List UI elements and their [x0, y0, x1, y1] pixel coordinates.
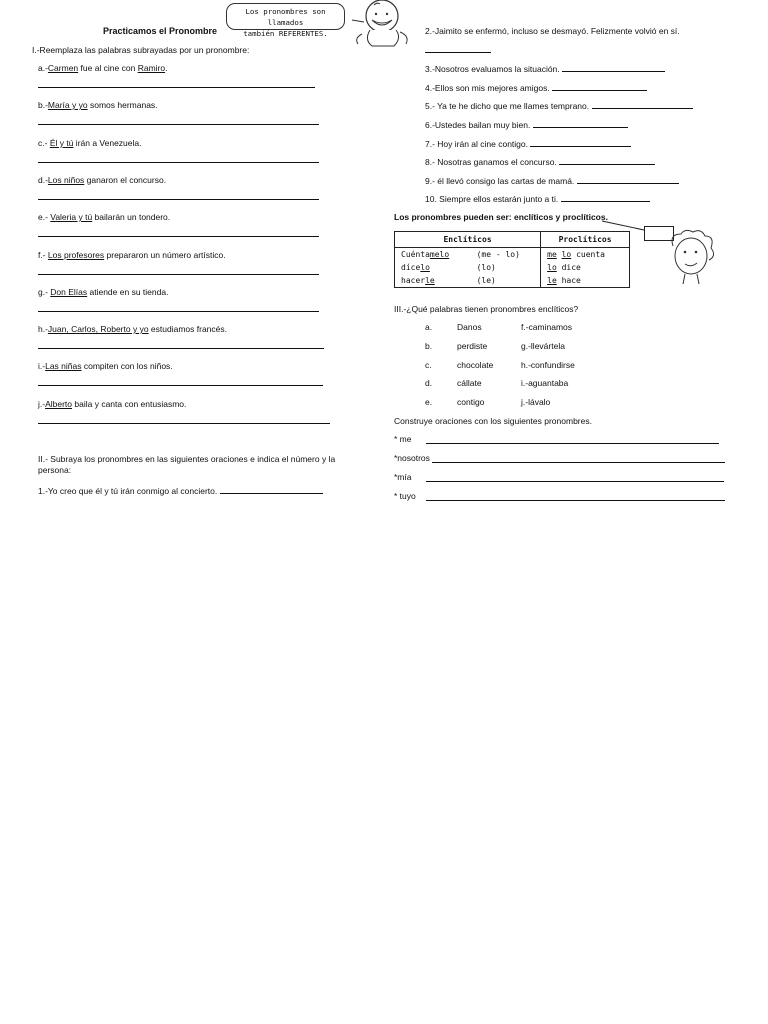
section-3-letter: b.: [425, 341, 433, 351]
proclitic-phrase: [541, 248, 630, 262]
section-2-item-text: 5.- Ya te he dicho que me llames temprano.: [425, 101, 590, 111]
answer-blank[interactable]: [533, 119, 628, 128]
section-2-item: [425, 119, 628, 130]
item-prefix: i.-: [38, 361, 46, 371]
section-4-instruction: Construye oraciones con los siguientes pronombres.: [394, 416, 592, 426]
proclitic-verb: dice: [561, 263, 581, 272]
section-2-item-text: 6.-Ustedes bailan muy bien.: [425, 120, 531, 130]
section-1-instruction: I.-Reemplaza las palabras subrayadas por un pronombre:: [32, 45, 250, 55]
section-2-instruction-line-1: II.- Subraya los pronombres en las siguientes oraciones e indica el número y la: [38, 454, 336, 464]
answer-blank[interactable]: [562, 63, 665, 72]
section-2-item-text: 7.- Hoy irán al cine contigo.: [425, 139, 528, 149]
item-prefix: e.-: [38, 212, 51, 222]
section-2-item-text: 3.-Nosotros evaluamos la situación.: [425, 64, 560, 74]
underlined-words: Don Elías: [50, 287, 88, 297]
item-text: fue al cine con: [78, 63, 138, 73]
answer-blank[interactable]: [220, 485, 323, 494]
pronoun-types-heading: Los pronombres pueden ser: enclíticos y proclíticos.: [394, 212, 608, 222]
enclitic-pronoun: melo: [429, 250, 450, 259]
answer-blank[interactable]: [38, 124, 319, 125]
answer-blank[interactable]: [38, 87, 315, 88]
section-1-item: [38, 175, 166, 185]
underlined-words: Las niñas: [45, 361, 82, 371]
section-3-word[interactable]: contigo: [457, 397, 485, 407]
item-text: bailarán un tondero.: [92, 212, 171, 222]
enclitic-base: díce: [401, 263, 421, 272]
page-title: Practicamos el Pronombre: [103, 26, 218, 36]
section-2-item-text: 8.- Nosotras ganamos el concurso.: [425, 157, 557, 167]
underlined-words: Los profesores: [47, 250, 105, 260]
section-1-item: [38, 100, 158, 110]
cartoon-child-illustration: [344, 0, 424, 50]
underlined-words: Carmen: [47, 63, 79, 73]
section-3-word-right[interactable]: j.-lávalo: [521, 397, 551, 407]
enclitic-pronoun: lo: [420, 263, 430, 272]
section-3-word-right[interactable]: g.-llevártela: [521, 341, 565, 351]
answer-blank[interactable]: [552, 82, 647, 91]
answer-blank[interactable]: [38, 274, 319, 275]
underlined-words: Él y tú: [49, 138, 74, 148]
section-3-letter: d.: [425, 378, 433, 388]
answer-blank[interactable]: [38, 423, 330, 424]
section-2-item-text: 1.-Yo creo que él y tú irán conmigo al concierto.: [38, 486, 218, 496]
proclitic-verb: cuenta: [576, 250, 605, 259]
section-1-item: [38, 361, 173, 371]
section-2-item: [425, 193, 650, 204]
section-3-word[interactable]: perdiste: [457, 341, 488, 351]
enclitic-word: [395, 248, 471, 262]
item-prefix: d.-: [38, 175, 48, 185]
item-prefix: g.-: [38, 287, 51, 297]
callout-pointer: [600, 218, 646, 232]
answer-blank[interactable]: [38, 311, 319, 312]
item-text: ganaron el concurso.: [84, 175, 167, 185]
enclitic-word: [395, 261, 471, 274]
section-4-pronoun: *mía: [394, 472, 412, 482]
answer-blank[interactable]: [38, 236, 319, 237]
item-text: irán a Venezuela.: [73, 138, 142, 148]
answer-blank[interactable]: [559, 156, 655, 165]
answer-blank[interactable]: [561, 193, 650, 202]
section-2-item-1: [38, 485, 323, 496]
enclitic-base: Cuénta: [401, 250, 430, 259]
answer-blank[interactable]: [432, 462, 725, 463]
section-2-item: [425, 100, 693, 111]
section-3-letter: c.: [425, 360, 432, 370]
answer-blank[interactable]: [38, 385, 323, 386]
section-4-pronoun: *nosotros: [394, 453, 430, 463]
proclitic-phrase: [541, 274, 630, 288]
section-3-letter: a.: [425, 322, 433, 332]
section-2-item-text: 9.- él llevó consigo las cartas de mamá.: [425, 176, 575, 186]
section-2-item: [425, 82, 647, 93]
table-row: [395, 248, 630, 262]
section-2-instruction-line-2: persona:: [38, 465, 72, 475]
item-text: prepararon un número artístico.: [104, 250, 226, 260]
item-prefix: b.-: [38, 100, 48, 110]
enclitic-note: (me - lo): [476, 250, 520, 259]
underlined-words: Juan, Carlos, Roberto y yo: [47, 324, 149, 334]
proclitic-verb: hace: [561, 276, 581, 285]
answer-blank[interactable]: [38, 162, 319, 163]
underlined-words: Valeria y tú: [50, 212, 93, 222]
underlined-words: María y yo: [47, 100, 88, 110]
item-prefix: j.-: [38, 399, 46, 409]
table-row: [395, 274, 630, 288]
answer-blank[interactable]: [426, 481, 724, 482]
answer-blank[interactable]: [530, 138, 631, 147]
section-2-item: [425, 156, 655, 167]
item-text: atiende en su tienda.: [87, 287, 169, 297]
section-2-item-2: 2.-Jaimito se enfermó, incluso se desmayó. Felizmente volvió en sí.: [425, 26, 680, 36]
section-2-item-text: 4.-Ellos son mis mejores amigos.: [425, 83, 550, 93]
proclitic-phrase: [541, 261, 630, 274]
underlined-words: Ramiro: [137, 63, 166, 73]
section-4-pronoun: * me: [394, 434, 412, 444]
item-text: baila y canta con entusiasmo.: [72, 399, 187, 409]
answer-blank[interactable]: [426, 500, 725, 501]
bubble-line-1: Los pronombres son llamados: [245, 7, 326, 27]
section-4-pronoun: * tuyo: [394, 491, 416, 501]
table-header-procliticos: Proclíticos: [541, 232, 630, 248]
cartoon-boy-illustration: [665, 228, 721, 288]
proclitic-pronoun: me: [547, 250, 557, 259]
section-3-word[interactable]: Danos: [457, 322, 482, 332]
pronoun-types-table: [394, 231, 630, 288]
answer-blank[interactable]: [592, 100, 693, 109]
table-row: [395, 261, 630, 274]
item-prefix: c.-: [38, 138, 50, 148]
table-header-encliticos: Enclíticos: [395, 232, 541, 248]
section-1-item: [38, 399, 186, 409]
item-prefix: a.-: [38, 63, 48, 73]
item-text: estudiamos francés.: [148, 324, 227, 334]
underlined-words: Los niños: [47, 175, 85, 185]
item-prefix: h.-: [38, 324, 48, 334]
item-prefix: f.-: [38, 250, 48, 260]
section-2-item-text: 10. Siempre ellos estarán junto a ti.: [425, 194, 559, 204]
section-1-item: [38, 212, 170, 222]
section-2-item: [425, 175, 679, 186]
speech-bubble: [226, 3, 345, 38]
section-3-word[interactable]: cállate: [457, 378, 482, 388]
enclitic-pronoun: le: [425, 276, 435, 285]
section-1-item: [38, 250, 226, 260]
answer-blank[interactable]: [577, 175, 679, 184]
enclitic-base: hacer: [401, 276, 426, 285]
item-text: compiten con los niños.: [81, 361, 173, 371]
answer-blank[interactable]: [426, 443, 719, 444]
answer-blank[interactable]: [425, 52, 491, 53]
section-1-item: [38, 63, 167, 73]
section-1-item: [38, 287, 168, 297]
section-3-question: III.-¿Qué palabras tienen pronombres enclíticos?: [394, 304, 579, 314]
section-3-word-right[interactable]: h.-confundirse: [521, 360, 575, 370]
section-1-item: [38, 138, 142, 148]
section-3-letter: e.: [425, 397, 433, 407]
answer-blank[interactable]: [38, 199, 319, 200]
enclitic-word: [395, 274, 471, 288]
proclitic-pronoun: lo: [561, 250, 572, 259]
proclitic-pronoun: le: [547, 276, 557, 285]
section-1-item: [38, 324, 227, 334]
section-3-word-right[interactable]: i.-aguantaba: [521, 378, 569, 388]
section-3-word[interactable]: chocolate: [457, 360, 494, 370]
proclitic-pronoun: lo: [547, 263, 557, 272]
enclitic-note: (lo): [476, 263, 496, 272]
item-text: somos hermanas.: [87, 100, 158, 110]
item-text: .: [165, 63, 168, 73]
bubble-line-2: también REFERENTES.: [243, 29, 328, 38]
answer-blank[interactable]: [38, 348, 324, 349]
underlined-words: Alberto: [45, 399, 73, 409]
section-3-word-right[interactable]: f.-caminamos: [521, 322, 573, 332]
enclitic-note: (le): [476, 276, 496, 285]
section-2-item: [425, 138, 631, 149]
section-2-item: [425, 63, 665, 74]
